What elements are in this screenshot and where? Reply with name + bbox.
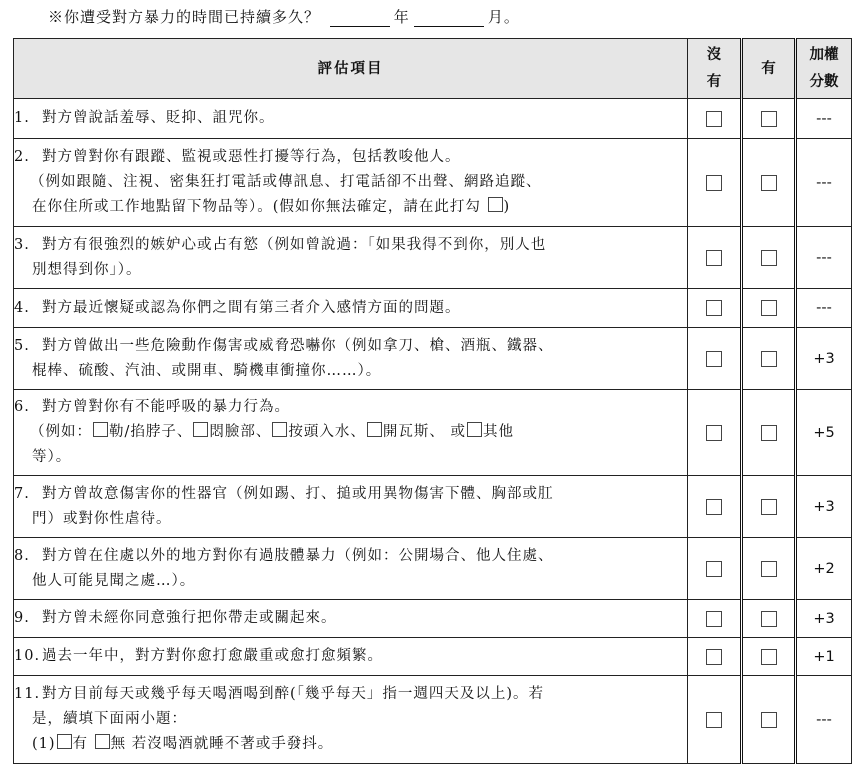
table-row <box>14 328 852 390</box>
duration-question-text: ※你遭受對方暴力的時間已持續多久？ <box>48 8 321 26</box>
table-row <box>14 139 852 227</box>
no-checkbox[interactable] <box>706 561 722 577</box>
months-blank[interactable] <box>414 10 484 27</box>
item-line: 有 <box>72 736 94 752</box>
year-label: 年 <box>393 8 410 26</box>
table-row <box>14 99 852 139</box>
item-text <box>14 328 688 390</box>
item-line: 悶臉部、 <box>209 424 272 440</box>
item-line: 對方最近懷疑或認為你們之間有第三者介入感情方面的問題。 <box>42 299 461 316</box>
table-row <box>14 390 852 476</box>
item-line: （例如： <box>30 424 92 440</box>
item-number: 10. <box>14 648 41 664</box>
weight-score: +5 <box>796 390 852 476</box>
no-checkbox[interactable] <box>706 649 722 665</box>
yes-checkbox[interactable] <box>761 425 777 441</box>
yes-checkbox[interactable] <box>761 499 777 515</box>
month-label: 月。 <box>487 8 520 26</box>
assessment-table <box>13 38 852 764</box>
weight-score: +3 <box>796 328 852 390</box>
yes-checkbox[interactable] <box>761 649 777 665</box>
yes-checkbox[interactable] <box>761 561 777 577</box>
item-number: 7. <box>14 485 30 502</box>
other-checkbox[interactable] <box>467 422 482 437</box>
item-text <box>14 676 688 764</box>
item-line: 棍棒、硫酸、汽油、或開車、騎機車衝撞你……）。 <box>32 362 382 379</box>
item-text <box>14 476 688 538</box>
tremor-no-checkbox[interactable] <box>95 734 110 749</box>
table-row <box>14 538 852 600</box>
no-checkbox[interactable] <box>706 300 722 316</box>
header-score-label: 加權分數 <box>809 46 839 90</box>
no-checkbox[interactable] <box>706 425 722 441</box>
item-line: 開瓦斯、 或 <box>382 424 466 440</box>
item-number: 6. <box>14 399 30 415</box>
item-line: 對方曾對你有不能呼吸的暴力行為。 <box>42 399 290 415</box>
table-header-row <box>14 39 852 99</box>
no-checkbox[interactable] <box>706 250 722 266</box>
weight-score: +3 <box>796 476 852 538</box>
yes-checkbox[interactable] <box>761 611 777 627</box>
yes-checkbox[interactable] <box>761 300 777 316</box>
item-number: 8. <box>14 547 30 564</box>
no-checkbox[interactable] <box>706 175 722 191</box>
item-line: 對方曾故意傷害你的性器官（例如踢、打、搥或用異物傷害下體、胸部或肛 <box>42 485 554 502</box>
item-text <box>14 638 688 676</box>
duration-question <box>48 6 520 27</box>
item-line: 對方曾做出一些危險動作傷害或威脅恐嚇你（例如拿刀、槍、酒瓶、鐵器、 <box>42 337 554 354</box>
item-line: 等）。 <box>32 449 72 465</box>
yes-checkbox[interactable] <box>761 351 777 367</box>
header-item: 評估項目 <box>14 39 688 99</box>
item-line: 對方曾說話羞辱、貶抑、詛咒你。 <box>42 110 275 126</box>
weight-score: --- <box>796 289 852 328</box>
no-checkbox[interactable] <box>706 111 722 127</box>
years-blank[interactable] <box>330 10 390 27</box>
item-line: 是，續填下面兩小題： <box>32 711 187 727</box>
weight-score: +2 <box>796 538 852 600</box>
item-text <box>14 139 688 227</box>
table-row <box>14 638 852 676</box>
item-line: 對方目前每天或幾乎每天喝酒喝到醉(「幾乎每天」指一週四天及以上)。若 <box>42 686 545 702</box>
weight-score: +3 <box>796 600 852 638</box>
item-line: ) <box>503 199 511 215</box>
item-text <box>14 390 688 476</box>
unsure-checkbox[interactable] <box>488 197 503 212</box>
yes-checkbox[interactable] <box>761 712 777 728</box>
no-checkbox[interactable] <box>706 351 722 367</box>
weight-score: --- <box>796 99 852 139</box>
item-text <box>14 600 688 638</box>
yes-checkbox[interactable] <box>761 250 777 266</box>
item-line: 過去一年中，對方對你愈打愈嚴重或愈打愈頻繁。 <box>42 648 383 664</box>
yes-checkbox[interactable] <box>761 111 777 127</box>
yes-checkbox[interactable] <box>761 175 777 191</box>
item-line: 其他 <box>483 424 514 440</box>
weight-score: +1 <box>796 638 852 676</box>
item-number: 9. <box>14 610 30 626</box>
item-line: （例如跟隨、注視、密集狂打電話或傳訊息、打電話卻不出聲、網路追蹤、 <box>30 174 542 190</box>
weight-score: --- <box>796 676 852 764</box>
item-number: 4. <box>14 299 30 316</box>
item-number: 11. <box>14 686 41 702</box>
item-line: 他人可能見聞之處…）。 <box>32 572 196 589</box>
gas-checkbox[interactable] <box>367 422 382 437</box>
item-number: 3. <box>14 236 30 253</box>
item-line: 無 若沒喝酒就睡不著或手發抖。 <box>110 736 334 752</box>
item-number: 1. <box>14 110 30 126</box>
weight-score: --- <box>796 139 852 227</box>
header-no-label: 沒有 <box>706 46 722 90</box>
choke-checkbox[interactable] <box>93 422 108 437</box>
item-text <box>14 289 688 328</box>
item-text <box>14 99 688 139</box>
item-line: 門）或對你性虐待。 <box>32 510 172 527</box>
item-line: (1) <box>32 736 56 752</box>
no-checkbox[interactable] <box>706 611 722 627</box>
item-line: 勒/掐脖子、 <box>109 424 193 440</box>
item-text <box>14 227 688 289</box>
tremor-yes-checkbox[interactable] <box>57 734 72 749</box>
smother-checkbox[interactable] <box>193 422 208 437</box>
item-line: 按頭入水、 <box>288 424 366 440</box>
no-checkbox[interactable] <box>706 499 722 515</box>
table-row <box>14 476 852 538</box>
header-yes: 有 <box>742 39 796 99</box>
item-line: 對方曾在住處以外的地方對你有過肢體暴力（例如：公開場合、他人住處、 <box>42 547 554 564</box>
no-checkbox[interactable] <box>706 712 722 728</box>
item-line: 對方曾未經你同意強行把你帶走或關起來。 <box>42 610 337 626</box>
header-no <box>688 39 742 99</box>
item-line: 在你住所或工作地點留下物品等）。(假如你無法確定，請在此打勾 <box>32 199 481 215</box>
item-line: 別想得到你」）。 <box>32 261 142 278</box>
item-line: 對方曾對你有跟蹤、監視或惡性打擾等行為，包括教唆他人。 <box>42 149 461 165</box>
item-number: 2. <box>14 149 30 165</box>
table-row <box>14 600 852 638</box>
header-score <box>796 39 852 99</box>
weight-score: --- <box>796 227 852 289</box>
table-row <box>14 227 852 289</box>
item-line: 對方有很強烈的嫉妒心或占有慾（例如曾說過：「如果我得不到你，別人也 <box>42 236 547 253</box>
item-text <box>14 538 688 600</box>
drown-checkbox[interactable] <box>272 422 287 437</box>
item-number: 5. <box>14 337 30 354</box>
table-row <box>14 289 852 328</box>
table-row <box>14 676 852 764</box>
